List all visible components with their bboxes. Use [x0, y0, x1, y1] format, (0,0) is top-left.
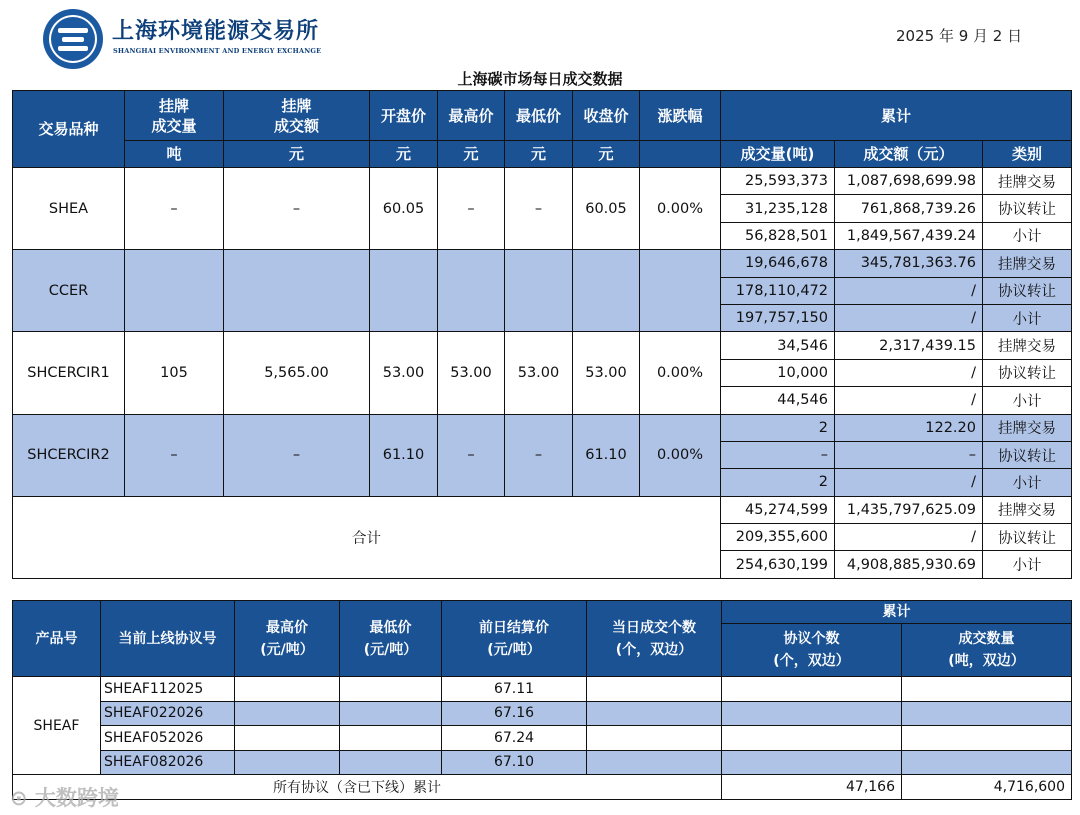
cum-amount-cell: /	[835, 469, 983, 496]
category-cell: 协议转让	[983, 441, 1072, 468]
variety-cell: SHEA	[13, 168, 125, 250]
header-change: 涨跌幅	[640, 91, 721, 141]
cum-amount-cell: /	[835, 277, 983, 304]
cum-amount-cell: 4,908,885,930.69	[835, 551, 983, 578]
header-product: 产品号	[13, 601, 101, 677]
listed-volume-cell: 105	[125, 332, 224, 414]
volume-cell	[902, 677, 1072, 702]
header-category: 类别	[983, 141, 1072, 168]
report-title: 上海碳市场每日成交数据	[457, 70, 623, 88]
variety-cell: SHCERCIR1	[13, 332, 125, 414]
report-date: 2025 年 9 月 2 日	[896, 27, 1023, 45]
close-cell: 61.10	[573, 414, 640, 496]
cum-volume-cell: 56,828,501	[721, 222, 835, 249]
high-cell: 53.00	[438, 332, 505, 414]
cum-volume-cell: 25,593,373	[721, 168, 835, 195]
high-cell: –	[438, 414, 505, 496]
day-count-cell	[587, 726, 722, 751]
listed-volume-cell	[125, 250, 224, 332]
day-count-cell	[587, 677, 722, 702]
open-cell	[370, 250, 438, 332]
cum-amount-cell: /	[835, 524, 983, 551]
prev-settle-cell: 67.16	[442, 701, 587, 726]
low-cell	[340, 750, 442, 775]
category-cell: 小计	[983, 304, 1072, 331]
total-row	[13, 496, 1072, 523]
cum-amount-cell: /	[835, 359, 983, 386]
table-row	[13, 701, 1072, 726]
org-name-en: SHANGHAI ENVIRONMENT AND ENERGY EXCHANGE	[113, 47, 322, 55]
agree-count-total: 47,166	[722, 775, 902, 800]
prev-settle-cell: 67.10	[442, 750, 587, 775]
cum-volume-cell: 44,546	[721, 387, 835, 414]
header-day-count: 当日成交个数 (个，双边）	[587, 601, 722, 677]
unit-yuan: 元	[505, 141, 573, 168]
cum-volume-cell: 197,757,150	[721, 304, 835, 331]
high-cell	[235, 726, 340, 751]
watermark: ⊙ 大数跨境	[10, 786, 119, 810]
listed-amount-cell: 5,565.00	[224, 332, 370, 414]
exchange-logo	[42, 8, 104, 70]
header-variety: 交易品种	[13, 91, 125, 168]
low-cell: –	[505, 168, 573, 250]
cum-amount-cell: 122.20	[835, 414, 983, 441]
prev-settle-cell: 67.11	[442, 677, 587, 702]
cum-volume-cell: 254,630,199	[721, 551, 835, 578]
high-cell	[235, 677, 340, 702]
agree-count-cell	[722, 750, 902, 775]
unit-yuan: 元	[573, 141, 640, 168]
header-listed-volume: 挂牌 成交量	[125, 91, 224, 141]
total-label: 所有协议（含已下线）累计	[13, 775, 722, 800]
weibo-icon: ⊙	[10, 786, 28, 810]
high-cell	[235, 750, 340, 775]
header-prev-settle: 前日结算价 (元/吨）	[442, 601, 587, 677]
change-cell	[640, 250, 721, 332]
agree-count-cell	[722, 677, 902, 702]
category-cell: 协议转让	[983, 359, 1072, 386]
unit-yuan: 元	[438, 141, 505, 168]
cum-amount-cell: 2,317,439.15	[835, 332, 983, 359]
header-low: 最低价	[505, 91, 573, 141]
cum-volume-cell: 45,274,599	[721, 496, 835, 523]
unit-ton: 吨	[125, 141, 224, 168]
table-row	[13, 168, 1072, 195]
low-cell	[505, 250, 573, 332]
agree-count-cell	[722, 701, 902, 726]
cum-volume-cell: 2	[721, 469, 835, 496]
category-cell: 挂牌交易	[983, 414, 1072, 441]
header-volume: 成交数量 (吨，双边）	[902, 624, 1072, 677]
low-cell	[340, 726, 442, 751]
cum-volume-cell: 19,646,678	[721, 250, 835, 277]
unit-yuan: 元	[370, 141, 438, 168]
open-cell: 61.10	[370, 414, 438, 496]
day-count-cell	[587, 701, 722, 726]
header-low: 最低价 (元/吨）	[340, 601, 442, 677]
cum-volume-cell: 209,355,600	[721, 524, 835, 551]
category-cell: 小计	[983, 551, 1072, 578]
category-cell: 挂牌交易	[983, 168, 1072, 195]
table-row	[13, 726, 1072, 751]
volume-cell	[902, 726, 1072, 751]
header-close: 收盘价	[573, 91, 640, 141]
table-row	[13, 677, 1072, 702]
category-cell: 协议转让	[983, 277, 1072, 304]
volume-cell	[902, 701, 1072, 726]
unit-yuan: 元	[224, 141, 370, 168]
agreement-table	[12, 600, 1072, 800]
cum-amount-cell: –	[835, 441, 983, 468]
total-label: 合计	[13, 496, 721, 578]
cum-amount-cell: 1,087,698,699.98	[835, 168, 983, 195]
category-cell: 挂牌交易	[983, 250, 1072, 277]
open-cell: 60.05	[370, 168, 438, 250]
org-name-cn: 上海环境能源交易所	[112, 18, 320, 44]
contract-cell: SHEAF022026	[101, 701, 235, 726]
close-cell: 53.00	[573, 332, 640, 414]
low-cell	[340, 701, 442, 726]
volume-cell	[902, 750, 1072, 775]
change-cell: 0.00%	[640, 332, 721, 414]
cum-amount-cell: /	[835, 304, 983, 331]
category-cell: 协议转让	[983, 524, 1072, 551]
listed-amount-cell: –	[224, 414, 370, 496]
cum-volume-cell: 178,110,472	[721, 277, 835, 304]
change-cell: 0.00%	[640, 414, 721, 496]
change-cell: 0.00%	[640, 168, 721, 250]
header-cum-amount: 成交额（元）	[835, 141, 983, 168]
cum-amount-cell: 1,435,797,625.09	[835, 496, 983, 523]
cum-amount-cell: 1,849,567,439.24	[835, 222, 983, 249]
table-row	[13, 750, 1072, 775]
cum-volume-cell: 2	[721, 414, 835, 441]
category-cell: 小计	[983, 387, 1072, 414]
category-cell: 挂牌交易	[983, 332, 1072, 359]
close-cell	[573, 250, 640, 332]
total-row	[13, 775, 1072, 800]
contract-cell: SHEAF082026	[101, 750, 235, 775]
cum-volume-cell: 10,000	[721, 359, 835, 386]
variety-cell: SHCERCIR2	[13, 414, 125, 496]
close-cell: 60.05	[573, 168, 640, 250]
open-cell: 53.00	[370, 332, 438, 414]
header-listed-amount: 挂牌 成交额	[224, 91, 370, 141]
contract-cell: SHEAF112025	[101, 677, 235, 702]
cum-volume-cell: 31,235,128	[721, 195, 835, 222]
header-high: 最高价 (元/吨）	[235, 601, 340, 677]
high-cell	[438, 250, 505, 332]
header-cumulative: 累计	[721, 91, 1072, 141]
header-high: 最高价	[438, 91, 505, 141]
prev-settle-cell: 67.24	[442, 726, 587, 751]
cum-amount-cell: /	[835, 387, 983, 414]
low-cell: 53.00	[505, 332, 573, 414]
table-row	[13, 414, 1072, 441]
category-cell: 小计	[983, 469, 1072, 496]
day-count-cell	[587, 750, 722, 775]
cum-amount-cell: 761,868,739.26	[835, 195, 983, 222]
contract-cell: SHEAF052026	[101, 726, 235, 751]
listed-volume-cell: –	[125, 168, 224, 250]
category-cell: 挂牌交易	[983, 496, 1072, 523]
high-cell: –	[438, 168, 505, 250]
low-cell	[340, 677, 442, 702]
header-open: 开盘价	[370, 91, 438, 141]
table-row	[13, 332, 1072, 359]
category-cell: 小计	[983, 222, 1072, 249]
daily-trading-table	[12, 90, 1072, 579]
product-cell: SHEAF	[13, 677, 101, 775]
low-cell: –	[505, 414, 573, 496]
listed-amount-cell: –	[224, 168, 370, 250]
agree-count-cell	[722, 726, 902, 751]
header-agree-count: 协议个数 (个，双边）	[722, 624, 902, 677]
high-cell	[235, 701, 340, 726]
header-cumulative: 累计	[722, 601, 1072, 624]
header-cum-volume: 成交量(吨)	[721, 141, 835, 168]
cum-volume-cell: 34,546	[721, 332, 835, 359]
unit-change-empty	[640, 141, 721, 168]
listed-amount-cell	[224, 250, 370, 332]
table-row	[13, 250, 1072, 277]
listed-volume-cell: –	[125, 414, 224, 496]
cum-amount-cell: 345,781,363.76	[835, 250, 983, 277]
variety-cell: CCER	[13, 250, 125, 332]
cum-volume-cell: –	[721, 441, 835, 468]
category-cell: 协议转让	[983, 195, 1072, 222]
volume-total: 4,716,600	[902, 775, 1072, 800]
header-contract: 当前上线协议号	[101, 601, 235, 677]
